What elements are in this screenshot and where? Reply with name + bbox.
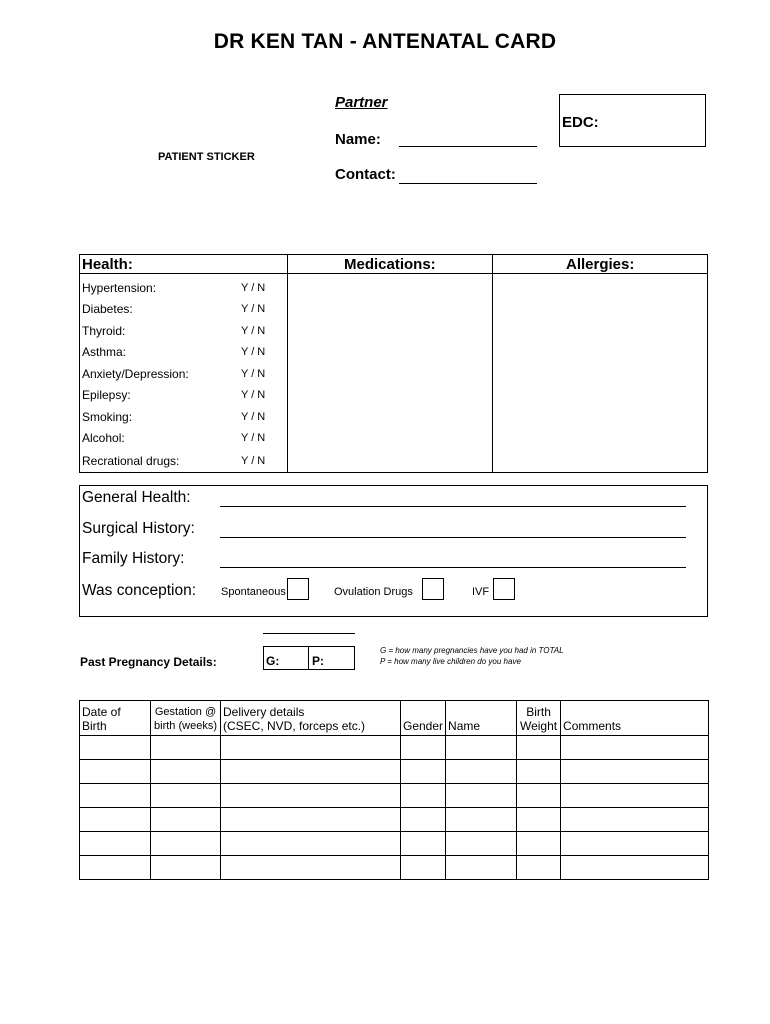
condition-label: Hypertension: [82,281,157,295]
table-cell[interactable] [561,736,709,760]
partner-heading: Partner [335,94,388,111]
table-cell[interactable] [561,856,709,880]
column-divider [287,255,288,472]
condition-label: Thyroid: [82,324,126,338]
health-table [79,254,708,473]
table-cell[interactable] [446,808,517,832]
table-row [80,832,709,856]
table-cell[interactable] [151,832,221,856]
gestation-header-line-2: birth (weeks) [154,720,217,732]
column-header-gestation [151,701,221,736]
yes-no-option[interactable]: Y / N [241,325,266,337]
table-cell[interactable] [561,760,709,784]
table-cell[interactable] [151,760,221,784]
yes-no-option[interactable]: Y / N [241,389,266,401]
table-cell[interactable] [80,760,151,784]
condition-label: Recrational drugs: [82,454,180,468]
family-history-field[interactable] [220,567,686,568]
table-header-row [80,701,709,736]
table-cell[interactable] [221,808,401,832]
partner-name-field[interactable] [399,146,537,147]
column-header-delivery [221,701,401,736]
table-cell[interactable] [561,808,709,832]
table-row [80,736,709,760]
table-cell[interactable] [517,832,561,856]
edc-label: EDC: [562,114,599,131]
past-pregnancy-label: Past Pregnancy Details: [80,655,217,669]
weight-header-line-1: Birth [526,705,551,719]
family-history-label: Family History: [82,550,185,567]
table-cell[interactable] [446,736,517,760]
table-cell[interactable] [517,856,561,880]
weight-header-line-2: Weight [519,719,558,733]
table-cell[interactable] [446,760,517,784]
patient-sticker-label: PATIENT STICKER [158,151,255,163]
table-cell[interactable] [221,784,401,808]
table-cell[interactable] [151,784,221,808]
condition-label: Diabetes: [82,302,133,316]
gp-divider [308,646,309,670]
partner-contact-field[interactable] [399,183,537,184]
yes-no-option[interactable]: Y / N [241,346,266,358]
column-header-gender: Gender [401,701,446,736]
conception-label: Was conception: [82,582,197,599]
table-cell[interactable] [80,832,151,856]
medications-header: Medications: [344,256,436,273]
table-cell[interactable] [80,784,151,808]
ovulation-drugs-checkbox[interactable] [422,578,444,600]
ivf-checkbox[interactable] [493,578,515,600]
condition-label: Epilepsy: [82,388,131,402]
header-divider [80,273,707,274]
ovulation-drugs-option-label: Ovulation Drugs [334,586,413,598]
spontaneous-checkbox[interactable] [287,578,309,600]
gp-top-rule [263,633,355,634]
table-row [80,856,709,880]
yes-no-option[interactable]: Y / N [241,303,266,315]
general-history-box [79,485,708,617]
condition-label: Asthma: [82,345,127,359]
table-cell[interactable] [401,808,446,832]
table-cell[interactable] [517,736,561,760]
table-row [80,784,709,808]
column-header-comments: Comments [561,701,709,736]
partner-name-label: Name: [335,131,381,148]
table-row [80,760,709,784]
ivf-option-label: IVF [472,586,490,598]
table-cell[interactable] [446,856,517,880]
table-cell[interactable] [401,736,446,760]
gestation-header-line-1: Gestation @ [154,706,217,718]
yes-no-option[interactable]: Y / N [241,455,266,467]
condition-label: Alcohol: [82,431,125,445]
table-cell[interactable] [401,832,446,856]
general-health-field[interactable] [220,506,686,507]
yes-no-option[interactable]: Y / N [241,411,266,423]
table-cell[interactable] [517,760,561,784]
table-cell[interactable] [561,832,709,856]
yes-no-option[interactable]: Y / N [241,368,266,380]
health-header: Health: [82,256,133,273]
partner-contact-label: Contact: [335,166,396,183]
column-divider [492,255,493,472]
table-cell[interactable] [401,856,446,880]
spontaneous-option-label: Spontaneous [221,586,286,598]
table-cell[interactable] [446,784,517,808]
table-cell[interactable] [151,856,221,880]
table-row [80,808,709,832]
condition-label: Anxiety/Depression: [82,367,189,381]
column-header-birth-weight [517,701,561,736]
delivery-header-line-1: Delivery details [223,705,305,719]
page-title: DR KEN TAN - ANTENATAL CARD [213,30,557,53]
table-cell[interactable] [151,736,221,760]
yes-no-option[interactable]: Y / N [241,282,266,294]
table-cell[interactable] [221,832,401,856]
table-cell[interactable] [221,760,401,784]
past-pregnancy-table [79,700,709,880]
surgical-history-label: Surgical History: [82,520,195,537]
table-cell[interactable] [151,808,221,832]
table-cell[interactable] [221,736,401,760]
column-header-date-of-birth: Date of Birth [80,701,151,736]
delivery-header-line-2: (CSEC, NVD, forceps etc.) [223,719,366,733]
condition-label: Smoking: [82,410,133,424]
table-cell[interactable] [221,856,401,880]
general-health-label: General Health: [82,489,191,506]
allergies-header: Allergies: [566,256,635,273]
surgical-history-field[interactable] [220,537,686,538]
table-cell[interactable] [80,808,151,832]
yes-no-option[interactable]: Y / N [241,432,266,444]
table-cell[interactable] [517,808,561,832]
table-cell[interactable] [80,856,151,880]
para-label: P: [312,654,324,668]
column-header-name: Name [446,701,517,736]
table-cell[interactable] [446,832,517,856]
table-cell[interactable] [517,784,561,808]
table-cell[interactable] [401,760,446,784]
gravida-label: G: [266,654,280,668]
gravida-note: G = how many pregnancies have you had in TOTAL [380,646,564,655]
table-cell[interactable] [80,736,151,760]
table-cell[interactable] [401,784,446,808]
para-note: P = how many live children do you have [380,657,521,666]
table-cell[interactable] [561,784,709,808]
